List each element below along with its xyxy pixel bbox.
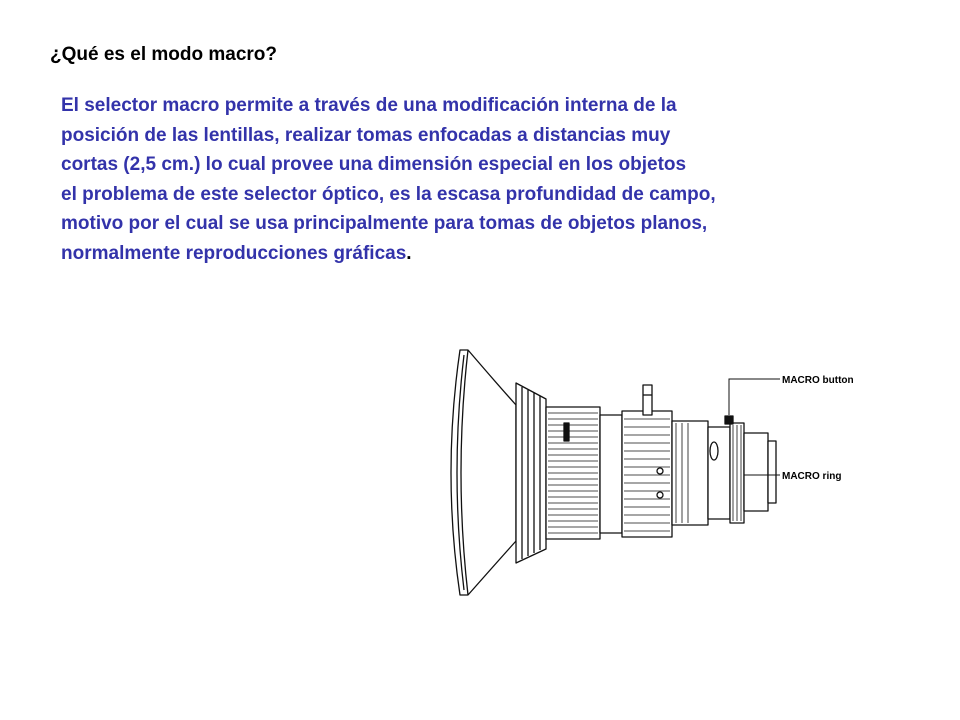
macro-button-leader xyxy=(729,379,780,415)
lens-mount xyxy=(744,433,768,511)
zoom-ring xyxy=(622,411,672,537)
zoom-lever xyxy=(643,385,652,415)
body-line-2: posición de las lentillas, realizar tomas enfocadas a distancias muy xyxy=(61,124,671,146)
macro-ring-label: MACRO ring xyxy=(782,471,842,482)
rear-body xyxy=(672,421,708,525)
front-barrel xyxy=(516,383,546,563)
body-line-4: el problema de este selector óptico, es la escasa profundidad de campo, xyxy=(61,183,716,205)
body-line-6-text: normalmente reproducciones gráficas xyxy=(61,242,407,264)
body-line-3: cortas (2,5 cm.) lo cual provee una dimensión especial en los objetos xyxy=(61,154,687,175)
macro-section xyxy=(708,427,730,519)
macro-button-label: MACRO button xyxy=(782,375,854,386)
lens-diagram xyxy=(438,345,858,600)
lens-illustration-icon xyxy=(438,345,858,600)
slide-title: ¿Qué es el modo macro? xyxy=(50,44,277,65)
body-end-period: . xyxy=(406,242,412,264)
body-line-6 xyxy=(61,239,941,269)
body-line-5: motivo por el cual se usa principalmente para tomas de objetos planos, xyxy=(61,213,708,234)
body-paragraph xyxy=(61,91,941,268)
zoom-section xyxy=(600,415,622,533)
body-line-1: El selector macro permite a través de una modificación interna de la xyxy=(61,95,677,116)
macro-button-shape xyxy=(725,416,733,424)
